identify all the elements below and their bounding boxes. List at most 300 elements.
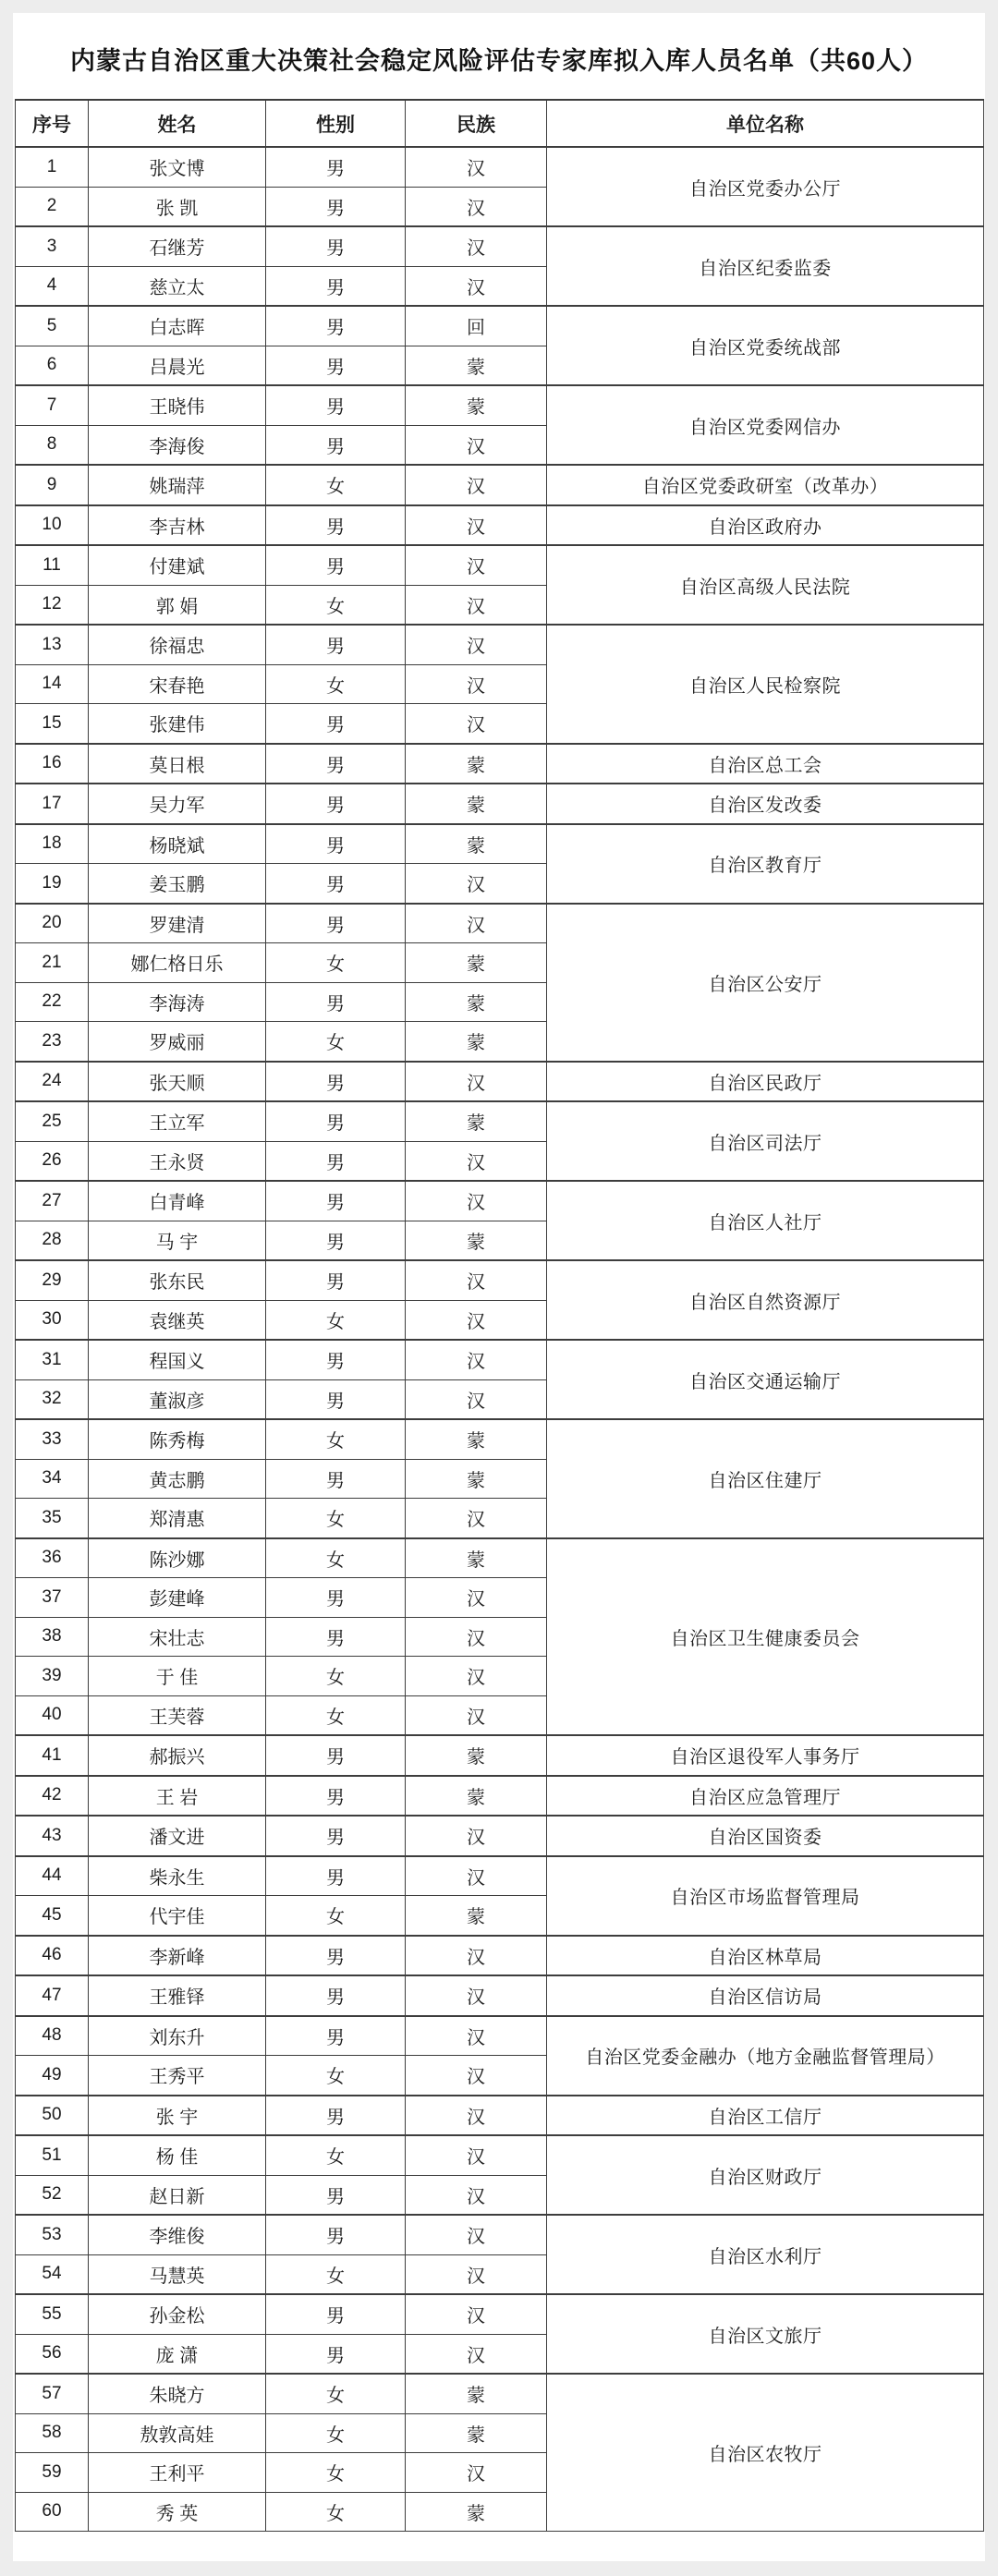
cell-org: 自治区总工会 — [547, 744, 984, 784]
cell-gender: 男 — [266, 425, 406, 465]
cell-gender: 女 — [266, 1499, 406, 1538]
cell-ethnicity: 蒙 — [406, 1221, 547, 1260]
cell-ethnicity: 汉 — [406, 2135, 547, 2175]
cell-org: 自治区交通运输厅 — [547, 1340, 984, 1419]
cell-gender: 男 — [266, 1101, 406, 1141]
cell-name: 程国义 — [89, 1340, 266, 1379]
table-row — [16, 784, 984, 824]
cell-ethnicity: 蒙 — [406, 824, 547, 864]
cell-gender: 女 — [266, 2453, 406, 2493]
cell-serial: 3 — [16, 226, 89, 266]
cell-name: 刘东升 — [89, 2016, 266, 2056]
cell-serial: 58 — [16, 2413, 89, 2453]
cell-serial: 10 — [16, 505, 89, 546]
cell-serial: 60 — [16, 2492, 89, 2532]
cell-name: 柴永生 — [89, 1856, 266, 1896]
cell-name: 彭建峰 — [89, 1578, 266, 1618]
cell-ethnicity: 汉 — [406, 1260, 547, 1300]
cell-serial: 56 — [16, 2334, 89, 2374]
cell-ethnicity: 汉 — [406, 1340, 547, 1379]
cell-serial: 28 — [16, 1221, 89, 1260]
cell-serial: 54 — [16, 2254, 89, 2294]
cell-ethnicity: 汉 — [406, 1856, 547, 1896]
cell-serial: 46 — [16, 1936, 89, 1976]
cell-org: 自治区卫生健康委员会 — [547, 1538, 984, 1736]
cell-serial: 47 — [16, 1975, 89, 2016]
cell-ethnicity: 蒙 — [406, 2374, 547, 2413]
cell-serial: 33 — [16, 1419, 89, 1459]
cell-ethnicity: 汉 — [406, 2294, 547, 2334]
cell-ethnicity: 蒙 — [406, 1538, 547, 1578]
cell-serial: 50 — [16, 2096, 89, 2136]
cell-gender: 女 — [266, 465, 406, 505]
cell-ethnicity: 汉 — [406, 266, 547, 306]
cell-gender: 女 — [266, 2374, 406, 2413]
cell-gender: 女 — [266, 664, 406, 704]
cell-serial: 21 — [16, 943, 89, 983]
cell-gender: 男 — [266, 346, 406, 385]
cell-serial: 31 — [16, 1340, 89, 1379]
cell-serial: 24 — [16, 1062, 89, 1102]
cell-serial: 13 — [16, 625, 89, 664]
cell-serial: 7 — [16, 385, 89, 425]
cell-name: 于 佳 — [89, 1657, 266, 1696]
table-row — [16, 1735, 984, 1776]
table-row — [16, 824, 984, 864]
cell-name: 郭 娟 — [89, 585, 266, 625]
cell-name: 朱晓方 — [89, 2374, 266, 2413]
page-title: 内蒙古自治区重大决策社会稳定风险评估专家库拟入库人员名单（共60人） — [69, 47, 929, 75]
cell-org: 自治区信访局 — [547, 1975, 984, 2016]
cell-gender: 男 — [266, 266, 406, 306]
cell-ethnicity: 蒙 — [406, 1419, 547, 1459]
table-row — [16, 1260, 984, 1300]
cell-ethnicity: 汉 — [406, 505, 547, 546]
cell-name: 杨 佳 — [89, 2135, 266, 2175]
cell-name: 王雅铎 — [89, 1975, 266, 2016]
cell-ethnicity: 汉 — [406, 1617, 547, 1657]
cell-serial: 1 — [16, 147, 89, 187]
cell-ethnicity: 汉 — [406, 1141, 547, 1181]
cell-ethnicity: 汉 — [406, 2334, 547, 2374]
cell-ethnicity: 汉 — [406, 1300, 547, 1340]
table-row — [16, 2294, 984, 2334]
cell-ethnicity: 汉 — [406, 1816, 547, 1856]
cell-name: 李海涛 — [89, 982, 266, 1022]
table-row — [16, 2135, 984, 2175]
column-header-0: 序号 — [16, 100, 89, 147]
cell-name: 张建伟 — [89, 704, 266, 744]
cell-org: 自治区水利厅 — [547, 2215, 984, 2294]
cell-gender: 男 — [266, 1975, 406, 2016]
cell-gender: 女 — [266, 1657, 406, 1696]
table-row — [16, 1538, 984, 1578]
cell-org: 自治区文旅厅 — [547, 2294, 984, 2374]
cell-org: 自治区发改委 — [547, 784, 984, 824]
cell-gender: 男 — [266, 1459, 406, 1499]
cell-name: 石继芳 — [89, 226, 266, 266]
cell-ethnicity: 汉 — [406, 1499, 547, 1538]
cell-gender: 男 — [266, 864, 406, 904]
cell-ethnicity: 蒙 — [406, 1896, 547, 1936]
cell-ethnicity: 汉 — [406, 1181, 547, 1221]
cell-name: 王利平 — [89, 2453, 266, 2493]
cell-name: 慈立太 — [89, 266, 266, 306]
cell-ethnicity: 汉 — [406, 2016, 547, 2056]
cell-serial: 48 — [16, 2016, 89, 2056]
cell-gender: 女 — [266, 2056, 406, 2096]
cell-gender: 男 — [266, 1141, 406, 1181]
table-row — [16, 505, 984, 546]
cell-ethnicity: 汉 — [406, 1975, 547, 2016]
cell-serial: 11 — [16, 545, 89, 585]
cell-gender: 男 — [266, 385, 406, 425]
cell-gender: 男 — [266, 1776, 406, 1817]
cell-ethnicity: 汉 — [406, 187, 547, 226]
cell-ethnicity: 汉 — [406, 2096, 547, 2136]
cell-name: 袁继英 — [89, 1300, 266, 1340]
cell-name: 张 凯 — [89, 187, 266, 226]
cell-name: 庞 潇 — [89, 2334, 266, 2374]
cell-serial: 19 — [16, 864, 89, 904]
cell-name: 罗建清 — [89, 904, 266, 943]
cell-ethnicity: 汉 — [406, 226, 547, 266]
cell-name: 敖敦高娃 — [89, 2413, 266, 2453]
cell-gender: 男 — [266, 784, 406, 824]
cell-org: 自治区党委办公厅 — [547, 147, 984, 226]
cell-serial: 14 — [16, 664, 89, 704]
cell-name: 王永贤 — [89, 1141, 266, 1181]
cell-org: 自治区民政厅 — [547, 1062, 984, 1102]
cell-org: 自治区高级人民法院 — [547, 545, 984, 625]
cell-name: 王立军 — [89, 1101, 266, 1141]
cell-gender: 男 — [266, 904, 406, 943]
cell-ethnicity: 蒙 — [406, 2413, 547, 2453]
cell-name: 张天顺 — [89, 1062, 266, 1102]
cell-org: 自治区党委金融办（地方金融监督管理局） — [547, 2016, 984, 2096]
table-body — [16, 147, 984, 2532]
table-row — [16, 545, 984, 585]
cell-gender: 男 — [266, 2334, 406, 2374]
table-row — [16, 147, 984, 187]
cell-serial: 51 — [16, 2135, 89, 2175]
cell-ethnicity: 回 — [406, 306, 547, 346]
cell-serial: 42 — [16, 1776, 89, 1817]
cell-serial: 57 — [16, 2374, 89, 2413]
table-row — [16, 226, 984, 266]
cell-gender: 男 — [266, 824, 406, 864]
cell-ethnicity: 蒙 — [406, 1459, 547, 1499]
table-row — [16, 306, 984, 346]
table-row — [16, 625, 984, 664]
column-header-4: 单位名称 — [547, 100, 984, 147]
document-sheet — [13, 13, 985, 2561]
cell-serial: 40 — [16, 1695, 89, 1735]
cell-gender: 男 — [266, 545, 406, 585]
cell-ethnicity: 蒙 — [406, 982, 547, 1022]
cell-name: 宋壮志 — [89, 1617, 266, 1657]
cell-org: 自治区司法厅 — [547, 1101, 984, 1181]
cell-gender: 男 — [266, 226, 406, 266]
cell-gender: 女 — [266, 943, 406, 983]
cell-name: 孙金松 — [89, 2294, 266, 2334]
cell-name: 代宇佳 — [89, 1896, 266, 1936]
cell-org: 自治区党委统战部 — [547, 306, 984, 385]
cell-gender: 男 — [266, 982, 406, 1022]
cell-ethnicity: 汉 — [406, 1379, 547, 1419]
cell-name: 李海俊 — [89, 425, 266, 465]
cell-serial: 5 — [16, 306, 89, 346]
cell-ethnicity: 汉 — [406, 2254, 547, 2294]
cell-ethnicity: 汉 — [406, 1578, 547, 1618]
cell-serial: 52 — [16, 2175, 89, 2215]
table-row — [16, 2374, 984, 2413]
cell-name: 李维俊 — [89, 2215, 266, 2254]
cell-name: 王晓伟 — [89, 385, 266, 425]
table-row — [16, 2016, 984, 2056]
cell-gender: 男 — [266, 1340, 406, 1379]
cell-gender: 女 — [266, 585, 406, 625]
cell-ethnicity: 蒙 — [406, 744, 547, 784]
cell-ethnicity: 汉 — [406, 585, 547, 625]
table-row — [16, 1419, 984, 1459]
cell-gender: 女 — [266, 1896, 406, 1936]
cell-serial: 49 — [16, 2056, 89, 2096]
cell-serial: 16 — [16, 744, 89, 784]
cell-name: 马 宇 — [89, 1221, 266, 1260]
cell-ethnicity: 汉 — [406, 2056, 547, 2096]
cell-ethnicity: 蒙 — [406, 346, 547, 385]
cell-org: 自治区自然资源厅 — [547, 1260, 984, 1340]
cell-serial: 6 — [16, 346, 89, 385]
cell-gender: 男 — [266, 1221, 406, 1260]
table-row — [16, 1776, 984, 1817]
cell-serial: 27 — [16, 1181, 89, 1221]
cell-serial: 9 — [16, 465, 89, 505]
cell-name: 郑清惠 — [89, 1499, 266, 1538]
cell-gender: 男 — [266, 2294, 406, 2334]
cell-serial: 38 — [16, 1617, 89, 1657]
cell-gender: 男 — [266, 306, 406, 346]
cell-gender: 男 — [266, 625, 406, 664]
cell-name: 董淑彦 — [89, 1379, 266, 1419]
cell-name: 莫日根 — [89, 744, 266, 784]
table-row — [16, 1936, 984, 1976]
table-row — [16, 1101, 984, 1141]
table-row — [16, 2096, 984, 2136]
column-header-1: 姓名 — [89, 100, 266, 147]
table-row — [16, 1340, 984, 1379]
cell-name: 宋春艳 — [89, 664, 266, 704]
cell-serial: 25 — [16, 1101, 89, 1141]
cell-gender: 女 — [266, 1300, 406, 1340]
table-row — [16, 385, 984, 425]
cell-ethnicity: 汉 — [406, 545, 547, 585]
cell-gender: 男 — [266, 1062, 406, 1102]
cell-name: 张文博 — [89, 147, 266, 187]
cell-name: 白青峰 — [89, 1181, 266, 1221]
cell-gender: 女 — [266, 2492, 406, 2532]
cell-org: 自治区农牧厅 — [547, 2374, 984, 2532]
cell-name: 王芙蓉 — [89, 1695, 266, 1735]
cell-ethnicity: 汉 — [406, 425, 547, 465]
cell-serial: 23 — [16, 1022, 89, 1062]
cell-org: 自治区工信厅 — [547, 2096, 984, 2136]
cell-name: 徐福忠 — [89, 625, 266, 664]
cell-gender: 男 — [266, 505, 406, 546]
cell-ethnicity: 汉 — [406, 465, 547, 505]
table-row — [16, 465, 984, 505]
cell-name: 姚瑞萍 — [89, 465, 266, 505]
roster-table — [15, 99, 984, 2532]
column-header-3: 民族 — [406, 100, 547, 147]
cell-org: 自治区公安厅 — [547, 904, 984, 1062]
cell-name: 潘文进 — [89, 1816, 266, 1856]
cell-name: 陈沙娜 — [89, 1538, 266, 1578]
cell-gender: 女 — [266, 2413, 406, 2453]
cell-serial: 55 — [16, 2294, 89, 2334]
cell-gender: 男 — [266, 1735, 406, 1776]
table-row — [16, 744, 984, 784]
cell-org: 自治区财政厅 — [547, 2135, 984, 2215]
cell-name: 黄志鹏 — [89, 1459, 266, 1499]
cell-serial: 12 — [16, 585, 89, 625]
cell-ethnicity: 蒙 — [406, 943, 547, 983]
cell-gender: 男 — [266, 1856, 406, 1896]
cell-name: 付建斌 — [89, 545, 266, 585]
column-header-2: 性别 — [266, 100, 406, 147]
cell-ethnicity: 汉 — [406, 704, 547, 744]
cell-serial: 44 — [16, 1856, 89, 1896]
cell-serial: 41 — [16, 1735, 89, 1776]
cell-gender: 男 — [266, 1181, 406, 1221]
cell-ethnicity: 汉 — [406, 904, 547, 943]
cell-serial: 36 — [16, 1538, 89, 1578]
cell-serial: 4 — [16, 266, 89, 306]
cell-serial: 43 — [16, 1816, 89, 1856]
cell-ethnicity: 汉 — [406, 2215, 547, 2254]
cell-serial: 30 — [16, 1300, 89, 1340]
cell-org: 自治区党委政研室（改革办） — [547, 465, 984, 505]
cell-name: 吕晨光 — [89, 346, 266, 385]
table-row — [16, 1816, 984, 1856]
cell-name: 罗威丽 — [89, 1022, 266, 1062]
cell-gender: 女 — [266, 1695, 406, 1735]
cell-name: 赵日新 — [89, 2175, 266, 2215]
cell-name: 吴力军 — [89, 784, 266, 824]
cell-name: 王秀平 — [89, 2056, 266, 2096]
cell-serial: 18 — [16, 824, 89, 864]
cell-org: 自治区林草局 — [547, 1936, 984, 1976]
cell-gender: 男 — [266, 1936, 406, 1976]
cell-name: 王 岩 — [89, 1776, 266, 1817]
cell-name: 杨晓斌 — [89, 824, 266, 864]
cell-serial: 32 — [16, 1379, 89, 1419]
cell-org: 自治区教育厅 — [547, 824, 984, 904]
cell-gender: 男 — [266, 2096, 406, 2136]
cell-org: 自治区纪委监委 — [547, 226, 984, 306]
cell-ethnicity: 汉 — [406, 664, 547, 704]
cell-name: 郝振兴 — [89, 1735, 266, 1776]
cell-gender: 男 — [266, 704, 406, 744]
cell-name: 娜仁格日乐 — [89, 943, 266, 983]
cell-org: 自治区国资委 — [547, 1816, 984, 1856]
cell-serial: 26 — [16, 1141, 89, 1181]
table-row — [16, 1062, 984, 1102]
table-row — [16, 1975, 984, 2016]
cell-name: 马慧英 — [89, 2254, 266, 2294]
cell-org: 自治区党委网信办 — [547, 385, 984, 465]
cell-gender: 男 — [266, 1578, 406, 1618]
cell-ethnicity: 汉 — [406, 2453, 547, 2493]
cell-serial: 59 — [16, 2453, 89, 2493]
cell-gender: 女 — [266, 1419, 406, 1459]
table-row — [16, 2215, 984, 2254]
cell-org: 自治区人民检察院 — [547, 625, 984, 744]
cell-serial: 2 — [16, 187, 89, 226]
cell-org: 自治区市场监督管理局 — [547, 1856, 984, 1936]
cell-ethnicity: 汉 — [406, 1936, 547, 1976]
cell-org: 自治区政府办 — [547, 505, 984, 546]
cell-ethnicity: 汉 — [406, 1657, 547, 1696]
cell-name: 李新峰 — [89, 1936, 266, 1976]
cell-ethnicity: 蒙 — [406, 2492, 547, 2532]
cell-name: 张 宇 — [89, 2096, 266, 2136]
cell-name: 陈秀梅 — [89, 1419, 266, 1459]
cell-gender: 男 — [266, 1617, 406, 1657]
cell-serial: 17 — [16, 784, 89, 824]
cell-org: 自治区人社厅 — [547, 1181, 984, 1260]
cell-name: 李吉林 — [89, 505, 266, 546]
cell-gender: 女 — [266, 2135, 406, 2175]
cell-serial: 35 — [16, 1499, 89, 1538]
cell-ethnicity: 蒙 — [406, 1101, 547, 1141]
cell-ethnicity: 蒙 — [406, 784, 547, 824]
cell-gender: 男 — [266, 2215, 406, 2254]
cell-gender: 男 — [266, 1260, 406, 1300]
cell-gender: 男 — [266, 2016, 406, 2056]
cell-ethnicity: 汉 — [406, 2175, 547, 2215]
cell-org: 自治区应急管理厅 — [547, 1776, 984, 1817]
cell-gender: 女 — [266, 2254, 406, 2294]
cell-gender: 男 — [266, 187, 406, 226]
cell-ethnicity: 蒙 — [406, 1776, 547, 1817]
cell-serial: 29 — [16, 1260, 89, 1300]
cell-serial: 20 — [16, 904, 89, 943]
table-row — [16, 1181, 984, 1221]
cell-ethnicity: 汉 — [406, 864, 547, 904]
cell-serial: 34 — [16, 1459, 89, 1499]
cell-serial: 22 — [16, 982, 89, 1022]
cell-serial: 37 — [16, 1578, 89, 1618]
cell-name: 姜玉鹏 — [89, 864, 266, 904]
cell-serial: 15 — [16, 704, 89, 744]
cell-ethnicity: 蒙 — [406, 1735, 547, 1776]
cell-name: 白志晖 — [89, 306, 266, 346]
table-row — [16, 1856, 984, 1896]
cell-gender: 男 — [266, 744, 406, 784]
cell-gender: 女 — [266, 1022, 406, 1062]
cell-gender: 女 — [266, 1538, 406, 1578]
cell-name: 秀 英 — [89, 2492, 266, 2532]
cell-serial: 39 — [16, 1657, 89, 1696]
cell-org: 自治区住建厅 — [547, 1419, 984, 1538]
cell-serial: 53 — [16, 2215, 89, 2254]
cell-org: 自治区退役军人事务厅 — [547, 1735, 984, 1776]
cell-gender: 男 — [266, 1379, 406, 1419]
cell-name: 张东民 — [89, 1260, 266, 1300]
table-header-row — [16, 100, 984, 147]
